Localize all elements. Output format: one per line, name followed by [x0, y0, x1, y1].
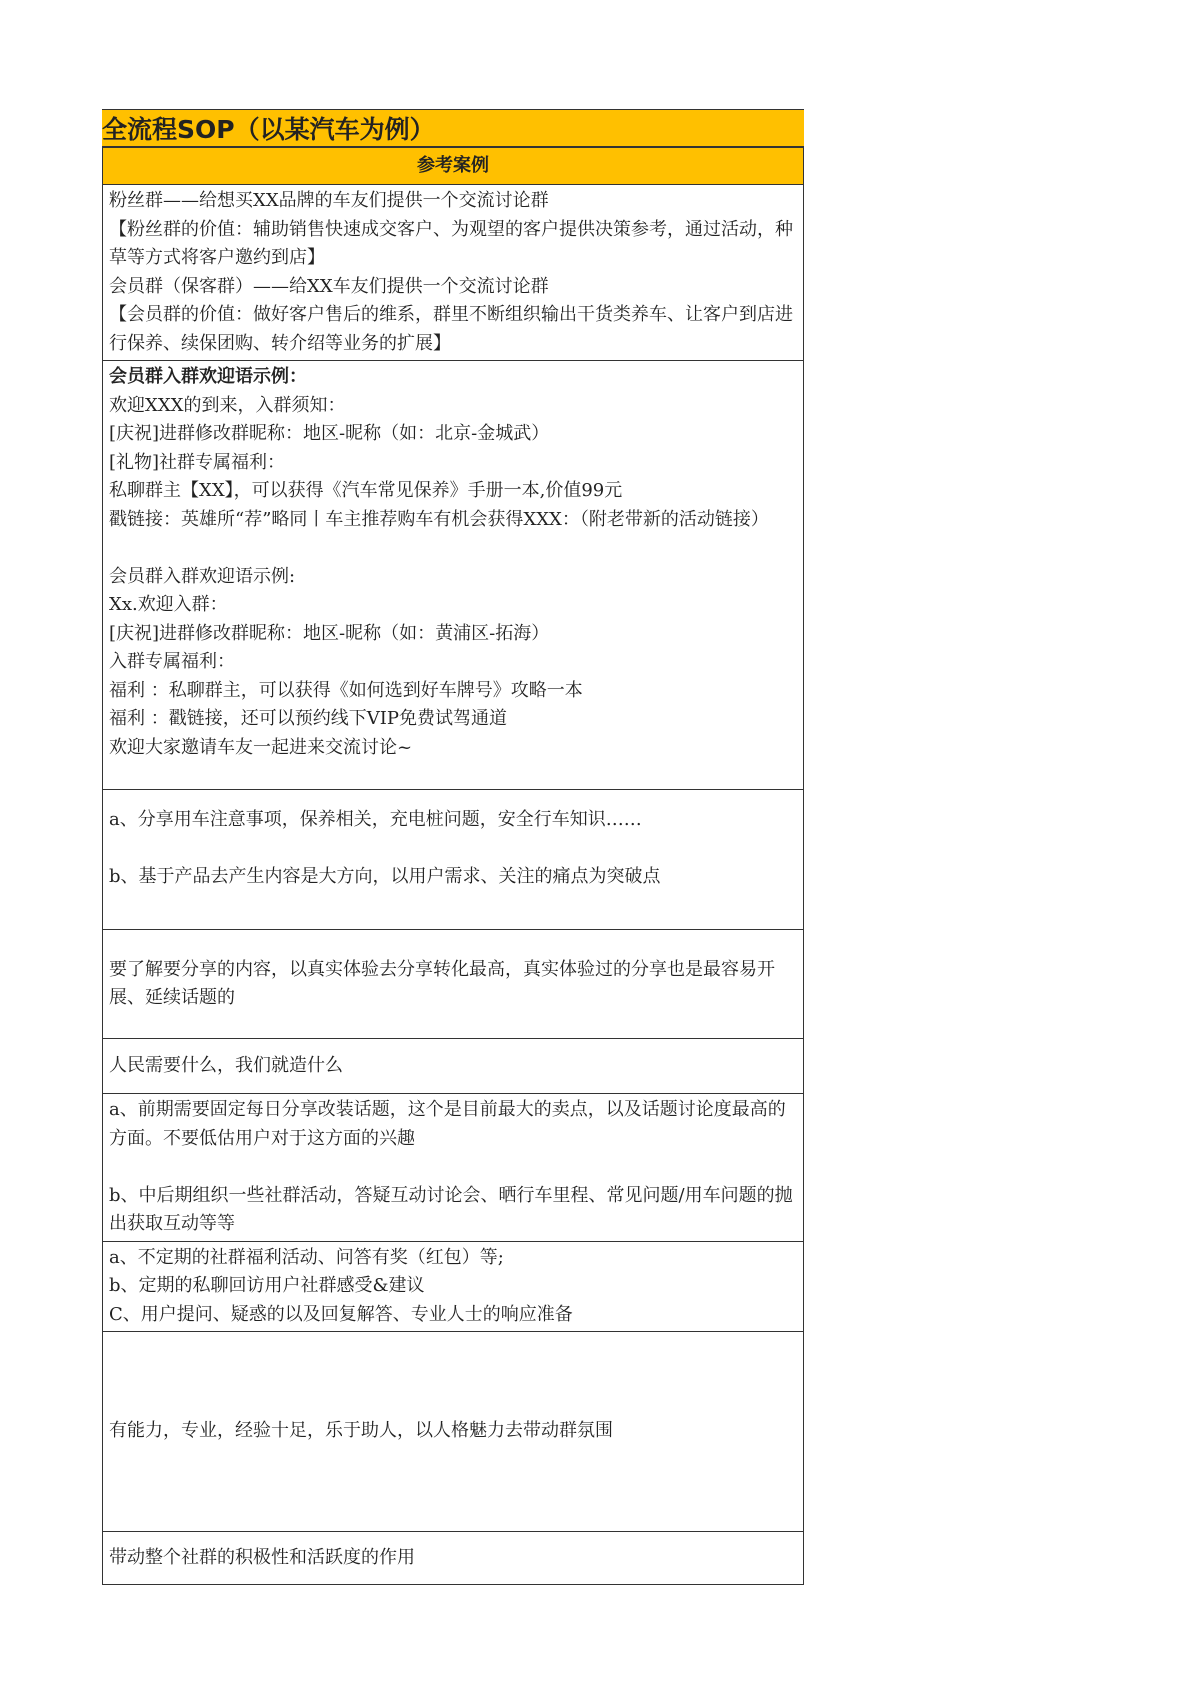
table-row — [103, 361, 804, 790]
table-row — [103, 1332, 804, 1532]
cell-line: Xx.欢迎入群： — [109, 594, 228, 615]
needs-cell — [103, 1039, 804, 1094]
welcome-message-cell — [103, 361, 804, 790]
spreadsheet — [102, 109, 804, 1585]
table-row — [103, 790, 804, 930]
cell-line: [庆祝]进群修改群昵称：地区-昵称（如：北京-金城武） — [109, 423, 550, 444]
cell-line: 福利 ：私聊群主，可以获得《如何选到好车牌号》攻略一本 — [109, 679, 583, 701]
cell-line: 带动整个社群的积极性和活跃度的作用 — [109, 1546, 415, 1568]
cell-line: 会员群入群欢迎语示例: — [109, 565, 296, 587]
cell-line: a、分享用车注意事项，保养相关，充电桩问题，安全行车知识…… — [109, 809, 642, 830]
table-row — [103, 1241, 804, 1332]
cell-line: a、不定期的社群福利活动、问答有奖（红包）等; — [109, 1246, 504, 1268]
group-types-cell — [103, 185, 804, 361]
topics-cell — [103, 1094, 804, 1242]
role-cell — [103, 1532, 804, 1585]
cell-line: 戳链接：英雄所“荐”略同丨车主推荐购车有机会获得XXX：（附老带新的活动链接） — [109, 508, 769, 530]
cell-line: 粉丝群——给想买XX品牌的车友们提供一个交流讨论群 — [109, 190, 549, 211]
column-header: 参考案例 — [103, 148, 804, 185]
content-direction-cell — [103, 790, 804, 930]
table-row — [103, 930, 804, 1039]
cell-line: 有能力，专业，经验十足，乐于助人，以人格魅力去带动群氛围 — [109, 1420, 613, 1442]
cell-line: 私聊群主【XX】，可以获得《汽车常见保养》手册一本,价值99元 — [109, 480, 623, 501]
table-row — [103, 1094, 804, 1242]
cell-line: 欢迎XXX的到来，入群须知： — [109, 394, 346, 416]
cell-line: 【会员群的价值：做好客户售后的维系，群里不断组织输出干货类养车、让客户到店进行保养、续保团购、转介绍等业务的扩展】 — [109, 304, 793, 354]
cell-line: b、定期的私聊回访用户社群感受&建议 — [109, 1275, 425, 1296]
cell-line: [礼物]社群专属福利： — [109, 451, 286, 473]
blank-line — [109, 835, 797, 864]
sop-table — [102, 147, 804, 1585]
blank-line — [109, 1153, 797, 1182]
leader-cell — [103, 1332, 804, 1532]
cell-line: 欢迎大家邀请车友一起进来交流讨论~ — [109, 736, 413, 758]
cell-line: 要了解要分享的内容，以真实体验去分享转化最高，真实体验过的分享也是最容易开展、延续话题的 — [109, 958, 775, 1008]
table-row — [103, 1039, 804, 1094]
cell-line: 【粉丝群的价值：辅助销售快速成交客户、为观望的客户提供决策参考，通过活动，种草等方式将客户邀约到店】 — [109, 218, 793, 268]
cell-line: b、中后期组织一些社群活动，答疑互动讨论会、晒行车里程、常见问题/用车问题的抛出获取互动等等 — [109, 1184, 793, 1234]
sheet-title: 全流程SOP（以某汽车为例） — [102, 109, 804, 147]
cell-line: b、基于产品去产生内容是大方向，以用户需求、关注的痛点为突破点 — [109, 866, 661, 887]
cell-heading: 会员群入群欢迎语示例： — [109, 366, 307, 387]
blank-line — [109, 534, 797, 563]
table-row — [103, 185, 804, 361]
cell-line: 福利 ：戳链接，还可以预约线下VIP免费试驾通道 — [109, 708, 507, 729]
activities-cell — [103, 1241, 804, 1332]
cell-line: 会员群（保客群）——给XX车友们提供一个交流讨论群 — [109, 275, 549, 297]
sharing-cell — [103, 930, 804, 1039]
cell-line: C、用户提问、疑惑的以及回复解答、专业人士的响应准备 — [109, 1303, 573, 1325]
table-row — [103, 1532, 804, 1585]
cell-line: 入群专属福利： — [109, 651, 235, 672]
cell-line: 人民需要什么，我们就造什么 — [109, 1054, 343, 1076]
cell-line: a、前期需要固定每日分享改装话题，这个是目前最大的卖点，以及话题讨论度最高的方面。不要低估用户对于这方面的兴趣 — [109, 1099, 786, 1149]
cell-line: [庆祝]进群修改群昵称：地区-昵称（如：黄浦区-拓海） — [109, 622, 550, 644]
